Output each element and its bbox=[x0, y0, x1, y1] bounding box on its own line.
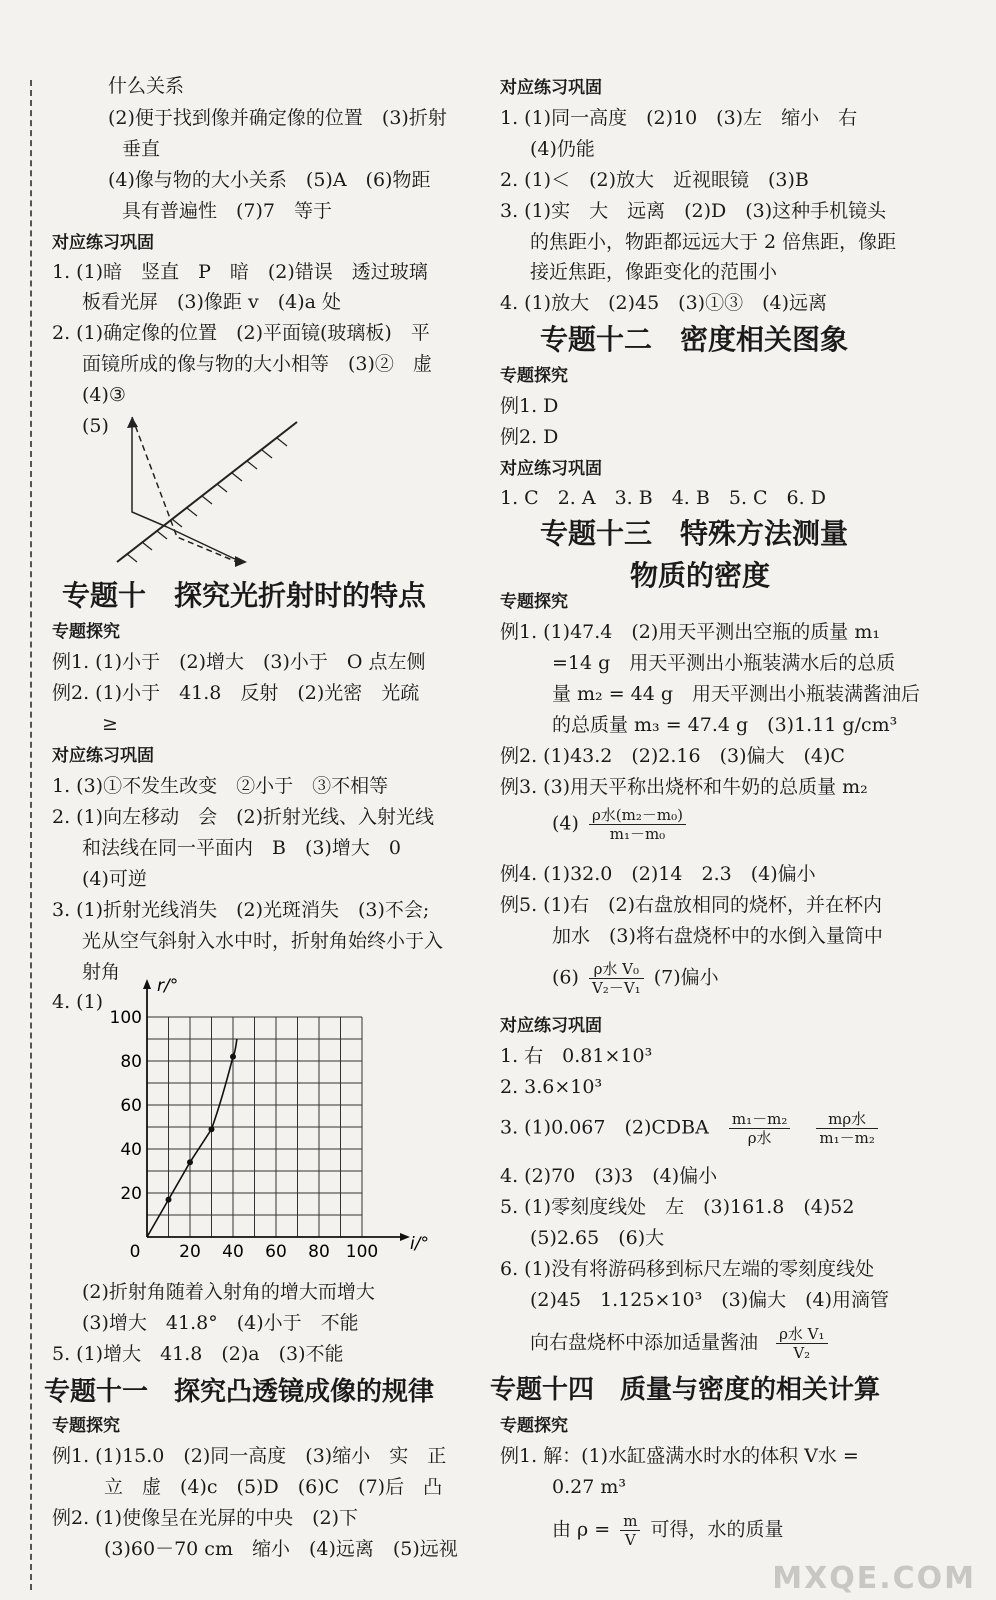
heading-13: 专题十三 特殊方法测量 bbox=[540, 517, 849, 550]
section-label: 专题探究 bbox=[500, 1416, 568, 1436]
x-tick-label: 0 bbox=[129, 1242, 141, 1262]
denominator: ρ水 bbox=[747, 1129, 772, 1147]
heading-10: 专题十 探究光折射时的特点 bbox=[62, 579, 427, 612]
text-line: 6. (1)没有将游码移到标尺左端的零刻度线处 bbox=[500, 1258, 875, 1280]
numerator: ρ水 V₀ bbox=[589, 960, 644, 979]
y-tick-label: 20 bbox=[120, 1184, 142, 1204]
text-line: 4. (2)70 (3)3 (4)偏小 bbox=[500, 1165, 718, 1187]
watermark: MXQE.COM bbox=[772, 1561, 976, 1596]
section-label: 对应练习巩固 bbox=[500, 78, 602, 98]
text-line: 立 虚 (4)c (5)D (6)C (7)后 凸 bbox=[104, 1476, 443, 1498]
x-axis-arrow-icon bbox=[400, 1233, 410, 1241]
y-tick-label: 80 bbox=[120, 1052, 142, 1072]
section-label: 专题探究 bbox=[52, 1416, 120, 1436]
formula-suffix: (7)偏小 bbox=[653, 966, 719, 989]
text-line: 2. (1)＜ (2)放大 近视眼镜 (3)B bbox=[500, 169, 809, 191]
formula-prefix: (6) bbox=[552, 966, 579, 989]
text-line: (5)2.65 (6)大 bbox=[530, 1227, 665, 1249]
refraction-chart bbox=[107, 976, 437, 1277]
arrowhead-icon bbox=[127, 417, 138, 428]
binding-margin bbox=[30, 80, 42, 1590]
text-line: 5. (1)增大 41.8 (2)a (3)不能 bbox=[52, 1343, 344, 1365]
text-line: 例1. D bbox=[500, 395, 559, 417]
chart-series bbox=[147, 1039, 237, 1237]
object-line-b bbox=[167, 527, 237, 560]
text-line: 1. (1)暗 竖直 P 暗 (2)错误 透过玻璃 bbox=[52, 261, 428, 283]
denominator: m₁－m₂ bbox=[819, 1129, 875, 1147]
text-line: 0.27 m³ bbox=[552, 1476, 626, 1498]
text-line: 例1. (1)小于 (2)增大 (3)小于 O 点左侧 bbox=[52, 651, 426, 673]
text-line: 1. (3)①不发生改变 ②小于 ③不相等 bbox=[52, 775, 389, 797]
text-line: 4. (1)放大 (2)45 (3)①③ (4)远离 bbox=[500, 292, 827, 314]
text-line: 的总质量 m₃ = 47.4 g (3)1.11 g/cm³ bbox=[552, 714, 898, 736]
text-line: 例3. (3)用天平称出烧杯和牛奶的总质量 m₂ bbox=[500, 776, 868, 798]
formula-suffix: 可得，水的质量 bbox=[650, 1518, 784, 1541]
text-line: 什么关系 bbox=[108, 75, 185, 97]
data-point bbox=[187, 1159, 193, 1165]
fraction bbox=[589, 806, 686, 843]
text-line: (4)③ bbox=[82, 384, 126, 406]
x-tick-label: 60 bbox=[265, 1242, 287, 1262]
text-line: ≥ bbox=[102, 713, 118, 735]
text-line: 的焦距小，物距都远远大于 2 倍焦距，像距 bbox=[530, 231, 897, 253]
text-line: 例2. (1)43.2 (2)2.16 (3)偏大 (4)C bbox=[500, 745, 845, 767]
text-line: 例2. (1)小于 41.8 反射 (2)光密 光疏 bbox=[52, 682, 420, 704]
denominator: V bbox=[624, 1531, 636, 1549]
numerator: mρ水 bbox=[816, 1110, 877, 1129]
text-line: 量 m₂ = 44 g 用天平测出小瓶装满酱油后 bbox=[552, 683, 921, 705]
text-line: 面镜所成的像与物的大小相等 (3)② 虚 bbox=[82, 353, 432, 375]
object-line bbox=[132, 427, 167, 527]
formula-line bbox=[530, 1325, 832, 1362]
text-line: 光从空气斜射入水中时，折射角始终小于入 bbox=[82, 930, 444, 952]
fraction bbox=[816, 1110, 877, 1147]
text-line: 垂直 bbox=[122, 138, 161, 160]
formula-prefix: (4) bbox=[552, 812, 579, 835]
section-label: 专题探究 bbox=[500, 592, 568, 612]
text-line: (4)像与物的大小关系 (5)A (6)物距 bbox=[108, 169, 431, 191]
text-line: 5. (1)零刻度线处 左 (3)161.8 (4)52 bbox=[500, 1196, 855, 1218]
text-line: 1. C 2. A 3. B 4. B 5. C 6. D bbox=[500, 487, 826, 509]
arrowhead-icon bbox=[235, 556, 247, 567]
text-line: (2)45 1.125×10³ (3)偏大 (4)用滴管 bbox=[530, 1289, 890, 1311]
text-line: 例1. 解：(1)水缸盛满水时水的体积 V水 = bbox=[500, 1445, 859, 1467]
mirror-diagram bbox=[107, 412, 317, 572]
text-line: 例2. D bbox=[500, 426, 559, 448]
section-label: 对应练习巩固 bbox=[52, 233, 154, 253]
text-line: (2)便于找到像并确定像的位置 (3)折射 bbox=[108, 107, 447, 129]
numerator: m₁－m₂ bbox=[729, 1110, 790, 1129]
formula-line bbox=[552, 960, 719, 997]
heading-12: 专题十二 密度相关图象 bbox=[540, 323, 849, 356]
heading-14: 专题十四 质量与密度的相关计算 bbox=[490, 1375, 881, 1405]
y-tick-label: 40 bbox=[120, 1140, 142, 1160]
text-line: (3)增大 41.8° (4)小于 不能 bbox=[82, 1312, 359, 1334]
text-line: (4)仍能 bbox=[530, 138, 595, 160]
heading-11: 专题十一 探究凸透镜成像的规律 bbox=[44, 1377, 435, 1407]
text-line: 例2. (1)使像呈在光屏的中央 (2)下 bbox=[52, 1507, 358, 1529]
text-line: 3. (1)折射光线消失 (2)光斑消失 (3)不会; bbox=[52, 899, 430, 921]
text-line: 1. (1)同一高度 (2)10 (3)左 缩小 右 bbox=[500, 107, 858, 129]
x-tick-label: 40 bbox=[222, 1242, 244, 1262]
mirror-line bbox=[117, 422, 297, 562]
y-axis-arrow-icon bbox=[143, 979, 151, 989]
series-line bbox=[147, 1039, 237, 1237]
text-line: 4. (1) bbox=[52, 991, 104, 1013]
text-line: (4)可逆 bbox=[82, 868, 147, 890]
x-tick-label: 100 bbox=[345, 1242, 379, 1262]
section-label: 专题探究 bbox=[52, 622, 120, 642]
text-line: 2. (1)向左移动 会 (2)折射光线、入射光线 bbox=[52, 806, 434, 828]
mirror-hatching bbox=[127, 438, 287, 562]
section-label: 对应练习巩固 bbox=[500, 1016, 602, 1036]
x-tick-label: 20 bbox=[179, 1242, 201, 1262]
section-label: 对应练习巩固 bbox=[52, 746, 154, 766]
heading-13-cont: 物质的密度 bbox=[630, 559, 771, 592]
fraction bbox=[776, 1325, 827, 1362]
fraction bbox=[620, 1512, 640, 1549]
text-line: 3. (1)实 大 远离 (2)D (3)这种手机镜头 bbox=[500, 200, 887, 222]
denominator: V₂ bbox=[793, 1344, 811, 1362]
formula-prefix: 向右盘烧杯中添加适量酱油 bbox=[530, 1331, 759, 1354]
text-line: 例4. (1)32.0 (2)14 2.3 (4)偏小 bbox=[500, 863, 816, 885]
chart-x-axis-label: i/° bbox=[410, 1234, 429, 1254]
section-label: 对应练习巩固 bbox=[500, 459, 602, 479]
formula-line bbox=[552, 1512, 784, 1549]
y-tick-label: 100 bbox=[109, 1008, 142, 1028]
formula-line bbox=[500, 1110, 882, 1147]
text-line: 例5. (1)右 (2)右盘放相同的烧杯，并在杯内 bbox=[500, 894, 882, 916]
text-line: 2. (1)确定像的位置 (2)平面镜(玻璃板) 平 bbox=[52, 322, 430, 344]
text-line: 2. 3.6×10³ bbox=[500, 1076, 603, 1098]
text-line: (5) bbox=[82, 415, 109, 437]
text-line: 板看光屏 (3)像距 v (4)a 处 bbox=[82, 291, 341, 313]
formula-line bbox=[552, 806, 690, 843]
text-line: (2)折射角随着入射角的增大而增大 bbox=[82, 1281, 375, 1303]
chart-ticks bbox=[110, 1008, 379, 1262]
y-tick-label: 60 bbox=[120, 1096, 142, 1116]
text-line: =14 g 用天平测出小瓶装满水后的总质 bbox=[552, 652, 896, 674]
text-line: 例1. (1)15.0 (2)同一高度 (3)缩小 实 正 bbox=[52, 1445, 447, 1467]
formula-prefix: 3. (1)0.067 (2)CDBA bbox=[500, 1116, 709, 1139]
text-line: 加水 (3)将右盘烧杯中的水倒入量筒中 bbox=[552, 925, 883, 947]
fraction bbox=[589, 960, 644, 997]
text-line: (3)60－70 cm 缩小 (4)远离 (5)远视 bbox=[104, 1538, 458, 1560]
numerator: m bbox=[620, 1512, 640, 1531]
formula-prefix: 由 ρ = bbox=[552, 1518, 611, 1541]
virtual-image-line bbox=[132, 417, 237, 562]
text-line: 射角 bbox=[82, 961, 121, 983]
fraction bbox=[729, 1110, 790, 1147]
section-label: 专题探究 bbox=[500, 366, 568, 386]
numerator: ρ水 V₁ bbox=[776, 1325, 827, 1344]
data-point bbox=[166, 1197, 172, 1203]
denominator: V₂－V₁ bbox=[591, 979, 641, 997]
text-line: 接近焦距，像距变化的范围小 bbox=[530, 261, 778, 283]
text-line: 例1. (1)47.4 (2)用天平测出空瓶的质量 m₁ bbox=[500, 621, 880, 643]
data-point bbox=[230, 1054, 236, 1060]
data-point bbox=[209, 1126, 215, 1132]
chart-grid bbox=[147, 1017, 362, 1237]
text-line: 具有普遍性 (7)7 等于 bbox=[122, 200, 333, 222]
text-line: 和法线在同一平面内 B (3)增大 0 bbox=[82, 837, 401, 859]
denominator: m₁－m₀ bbox=[609, 825, 666, 843]
chart-y-axis-label: r/° bbox=[157, 976, 179, 996]
text-line: 1. 右 0.81×10³ bbox=[500, 1045, 653, 1067]
numerator: ρ水(m₂－m₀) bbox=[589, 806, 686, 825]
x-tick-label: 80 bbox=[308, 1242, 330, 1262]
